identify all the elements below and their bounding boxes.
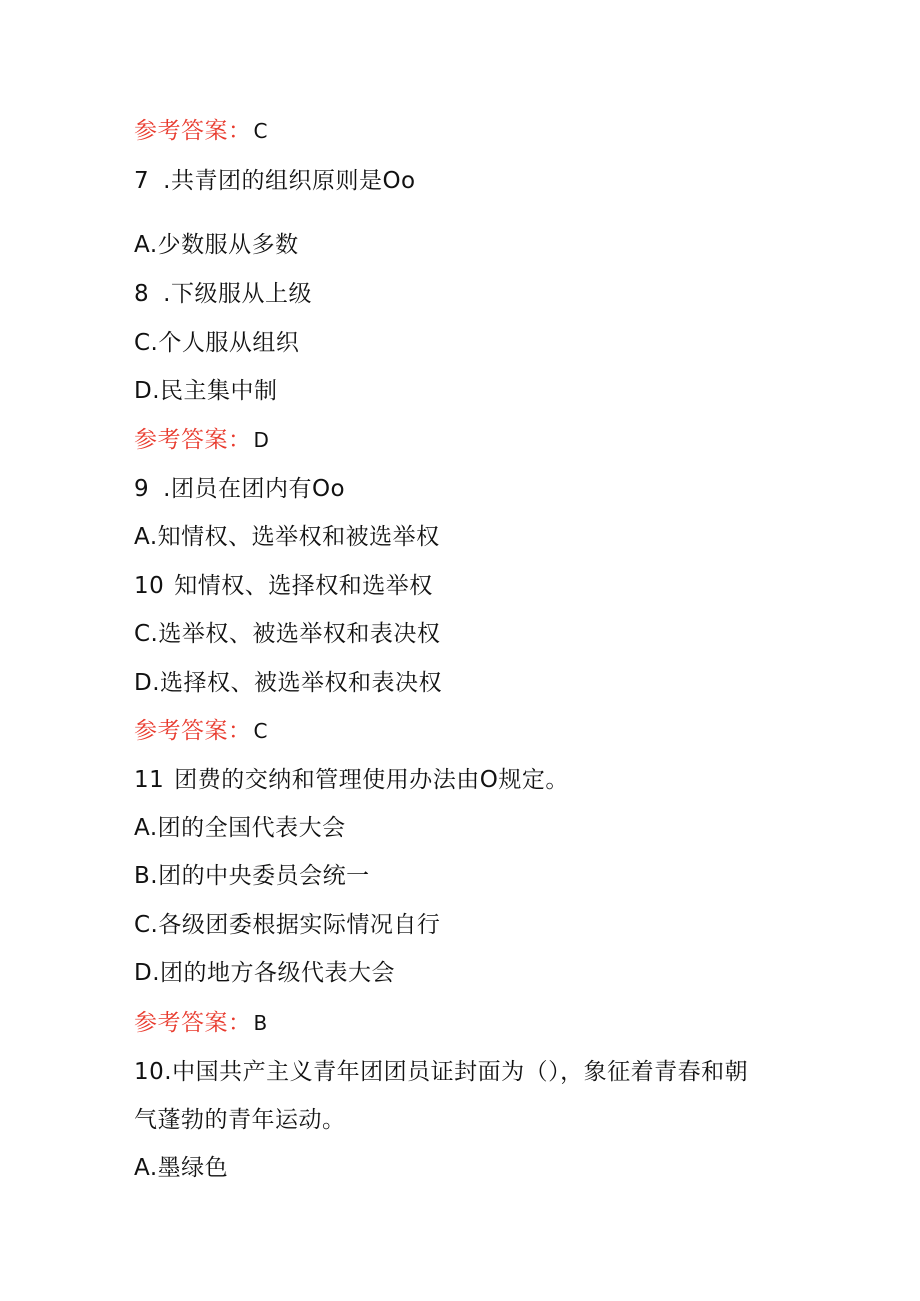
question-number: 11: [134, 767, 165, 793]
option-line: D.民主集中制: [134, 378, 278, 404]
question-text: 知情权、选择权和选举权: [174, 573, 433, 599]
question-number: 10: [134, 573, 165, 599]
question-text: .团员在团内有Oo: [163, 476, 346, 502]
question-line: [134, 166, 416, 196]
option-line: A.团的全国代表大会: [134, 815, 346, 841]
question-line: [134, 474, 345, 504]
question-line: [134, 279, 312, 309]
option-line: A.少数服从多数: [134, 232, 299, 258]
question-text: .下级服从上级: [163, 281, 312, 307]
option-line: C.各级团委根据实际情况自行: [134, 912, 441, 938]
option-line: D.团的地方各级代表大会: [134, 960, 396, 986]
answer-value: C: [253, 719, 268, 743]
option-line: A.知情权、选举权和被选举权: [134, 524, 440, 550]
question-line: [134, 765, 569, 795]
question-text: .共青团的组织原则是Oo: [163, 168, 416, 194]
answer-label: 参考答案：: [134, 118, 252, 144]
answer-value: B: [253, 1011, 268, 1035]
answer-label: 参考答案：: [134, 427, 252, 453]
option-line: C.选举权、被选举权和表决权: [134, 621, 441, 647]
answer-label: 参考答案：: [134, 718, 252, 744]
answer-label: 参考答案：: [134, 1010, 252, 1036]
answer-line: [134, 116, 268, 146]
question-text: 团费的交纳和管理使用办法由O规定。: [174, 767, 569, 793]
question-number: 9: [134, 476, 150, 502]
answer-line: [134, 1008, 268, 1038]
option-line: C.个人服从组织: [134, 330, 300, 356]
answer-line: [134, 425, 269, 455]
question-number: 7: [134, 168, 150, 194]
question-number: 8: [134, 281, 150, 307]
option-line: A.墨绿色: [134, 1155, 229, 1181]
question-line: 10.中国共产主义青年团团员证封面为（），象征着青春和朝: [134, 1059, 749, 1085]
question-continuation: 气蓬勃的青年运动。: [134, 1107, 346, 1133]
option-line: B.团的中央委员会统一: [134, 863, 370, 889]
option-line: D.选择权、被选举权和表决权: [134, 670, 443, 696]
answer-value: C: [253, 119, 268, 143]
answer-value: D: [253, 428, 270, 452]
answer-line: [134, 716, 268, 746]
question-line: [134, 571, 433, 601]
